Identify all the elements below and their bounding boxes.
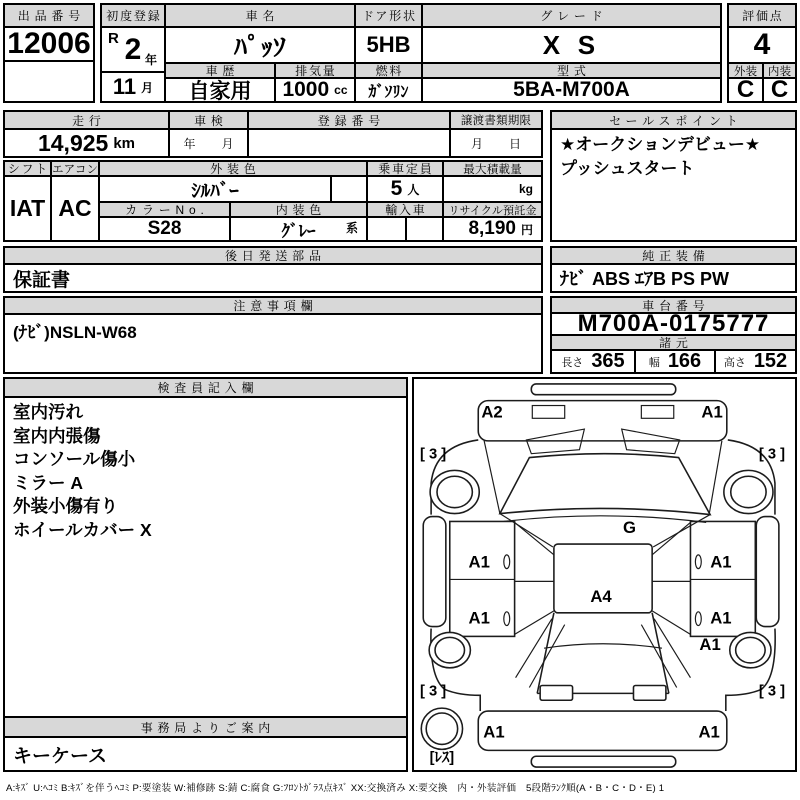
deadline-month-unit: 月	[470, 136, 483, 151]
chassis-number-value: M700A-0175777	[550, 312, 797, 336]
inspector-note: 室内汚れ	[13, 402, 83, 422]
office-notice-value: キーケース	[3, 736, 408, 772]
damage-label: A1	[699, 635, 721, 655]
damage-label: [ 3 ]	[419, 446, 447, 463]
inspector-note: 室内内張傷	[13, 425, 101, 446]
auction-number-value: 12006	[3, 26, 95, 62]
rear-bumper	[478, 711, 727, 750]
spec-length	[550, 349, 636, 374]
capacity-header: 乗車定員	[366, 160, 444, 177]
inspector-note: 外装小傷有り	[13, 496, 118, 516]
interior-rating-value: C	[762, 77, 797, 103]
score-value: 4	[727, 26, 797, 64]
import-empty-cell-1	[366, 216, 407, 242]
spec-height-value: 152	[753, 350, 788, 372]
front-edge-strip	[531, 384, 675, 395]
era-code: R	[108, 30, 119, 47]
front-bumper-detail-right	[641, 406, 673, 419]
max-load-unit: kg	[518, 182, 533, 196]
auction-number-empty-cell	[3, 60, 95, 103]
import-header: 輸入車	[366, 201, 444, 218]
interior-color-suffix: 系	[345, 221, 358, 235]
spec-width	[634, 349, 716, 374]
spec-length-label: 長さ	[561, 356, 584, 369]
shaken-month-unit: 月	[221, 136, 234, 151]
spare-tire-inner	[426, 713, 457, 744]
displacement-unit: cc	[334, 83, 348, 97]
spec-length-value: 365	[591, 350, 625, 372]
side-sill-right	[756, 517, 779, 627]
door-top-line-right	[652, 522, 690, 554]
door-handle-front-left	[504, 555, 510, 569]
deadline-day-unit: 日	[509, 136, 522, 151]
interior-rating-header: 内装	[762, 62, 797, 79]
mileage-header: 走行	[3, 110, 170, 130]
score-header: 評価点	[727, 3, 797, 28]
reg-year-value: 2	[124, 32, 142, 66]
first-registration-month	[100, 71, 166, 103]
specs-header: 諸元	[550, 334, 797, 351]
door-handle-front-right	[695, 555, 701, 569]
later-parts-value: 保証書	[3, 263, 543, 293]
history-value: 自家用	[164, 77, 276, 103]
damage-label: A1	[468, 552, 490, 572]
front-wheel-right-inner	[731, 476, 766, 507]
sales-point-header: セールスポイント	[550, 110, 797, 130]
displacement-value	[274, 77, 356, 103]
reg-year-unit: 年	[144, 53, 157, 67]
equipment-header: 純正装備	[550, 246, 797, 265]
first-registration-year	[100, 26, 166, 73]
color-no-value: S28	[98, 216, 231, 242]
caution-value: (ﾅﾋﾞ)NSLN-W68	[3, 313, 543, 374]
chassis-number-header: 車台番号	[550, 296, 797, 314]
aircon-value: AC	[50, 175, 100, 242]
damage-label: A1	[698, 722, 720, 742]
car-diagram-svg	[414, 379, 795, 770]
damage-label: [ 3 ]	[758, 446, 786, 463]
damage-label: A2	[481, 402, 503, 422]
mileage-number: 14,925	[37, 129, 109, 156]
sales-point-line: ★オークションデビュー★	[560, 135, 761, 154]
hood-line-right	[709, 441, 722, 515]
exterior-color-empty-cell	[330, 175, 368, 203]
door-shape-header: ドア形状	[354, 3, 423, 28]
hatch-side-right	[652, 613, 669, 694]
fuel-header: 燃料	[354, 62, 423, 79]
sales-point-body	[550, 128, 797, 242]
damage-label: A1	[710, 608, 732, 628]
inspector-notes-header: 検査員記入欄	[3, 377, 408, 398]
door-top-line-left	[515, 522, 554, 554]
c-pillar-left	[515, 611, 554, 635]
exterior-rating-value: C	[727, 77, 764, 103]
damage-label: A1	[483, 722, 505, 742]
fuel-value: ｶﾞｿﾘﾝ	[354, 77, 423, 103]
shaken-year-unit: 年	[183, 136, 196, 151]
damage-label: [ 3 ]	[419, 683, 447, 700]
reg-month-unit: 月	[141, 80, 154, 95]
first-registration-header: 初度登録	[100, 3, 166, 28]
car-name-value: ﾊﾟｯｿ	[164, 26, 356, 64]
door-handle-rear-left	[504, 612, 510, 626]
displacement-number: 1000	[282, 78, 330, 101]
capacity-number: 5	[390, 177, 403, 200]
taillight-left	[540, 686, 572, 701]
sales-point-line: プッシュスタート	[560, 158, 695, 178]
damage-label: A1	[701, 402, 723, 422]
shaken-value	[168, 128, 249, 158]
exterior-rating-header: 外装	[727, 62, 764, 79]
max-load-header: 最大積載量	[442, 160, 543, 177]
interior-color-name: ｸﾞﾚｰ	[281, 221, 316, 241]
registration-number-header: 登録番号	[247, 110, 451, 130]
shift-header: シフト	[3, 160, 52, 177]
spec-width-label: 幅	[648, 356, 660, 369]
color-no-header: カラーNo.	[98, 201, 231, 218]
mileage-unit: km	[113, 134, 136, 152]
windshield	[500, 454, 710, 515]
taillight-right	[633, 686, 665, 701]
transfer-deadline-header: 譲渡書類期限	[449, 110, 543, 130]
later-parts-header: 後日発送部品	[3, 246, 543, 265]
import-empty-cell-2	[405, 216, 444, 242]
inspector-note: ミラー A	[13, 472, 83, 493]
damage-label: A4	[590, 587, 612, 607]
cowl-line	[504, 516, 706, 523]
front-bumper	[478, 401, 727, 441]
displacement-header: 排気量	[274, 62, 356, 79]
damage-label: [ 3 ]	[758, 683, 786, 700]
inspector-note: ホイールカバー X	[13, 519, 152, 540]
history-header: 車歴	[164, 62, 276, 79]
capacity-value	[366, 175, 444, 203]
rear-wheel-right-inner	[736, 637, 765, 663]
inspector-notes-body	[3, 396, 408, 718]
model-code-header: 型式	[421, 62, 722, 79]
door-handle-rear-right	[695, 612, 701, 626]
damage-label: [ﾚｽ]	[429, 750, 455, 767]
shift-value: IAT	[3, 175, 52, 242]
interior-color-value	[229, 216, 368, 242]
damage-label: A1	[468, 608, 490, 628]
c-pillar-right	[652, 611, 690, 635]
car-name-header: 車名	[164, 3, 356, 28]
rear-wheel-left-inner	[435, 637, 464, 663]
side-sill-left	[423, 517, 446, 627]
recycle-fee-number: 8,190	[468, 218, 516, 239]
auction-number-header: 出品番号	[3, 3, 95, 28]
recycle-fee-unit: 円	[520, 222, 533, 237]
damage-diagram-box	[412, 377, 797, 772]
office-notice-header: 事務局よりご案内	[3, 716, 408, 738]
damage-label: G	[623, 518, 637, 538]
exterior-color-value: ｼﾙﾊﾞｰ	[98, 175, 332, 203]
reg-month-value: 11	[112, 74, 137, 99]
transfer-deadline-value	[449, 128, 543, 158]
front-bumper-detail-left	[532, 406, 564, 419]
spec-height-label: 高さ	[723, 356, 746, 369]
rear-window-line	[544, 644, 662, 648]
inspector-note: コンソール傷小	[13, 449, 136, 469]
capacity-unit: 人	[407, 182, 420, 197]
front-wheel-left-inner	[437, 476, 472, 507]
exterior-color-header: 外装色	[98, 160, 368, 177]
equipment-value: ﾅﾋﾞ ABS ｴｱB PS PW	[550, 263, 797, 293]
recycle-fee-header: リサイクル預託金	[442, 201, 543, 218]
interior-color-header: 内装色	[229, 201, 368, 218]
grade-value: X S	[421, 26, 722, 64]
caution-header: 注意事項欄	[3, 296, 543, 315]
recycle-fee-value	[442, 216, 543, 242]
shaken-header: 車検	[168, 110, 249, 130]
damage-code-legend: A:ｷｽﾞ U:ﾍｺﾐ B:ｷｽﾞを伴うﾍｺﾐ P:要塗装 W:補修跡 S:錆 C:腐食 G:ﾌﾛﾝﾄｶﾞﾗｽ点ｷｽﾞ XX:交換済み X:要交換 内・外装評価 5段階ﾗﾝｸ順(A・B・C・D・E) 1	[6, 783, 665, 794]
spec-width-value: 166	[667, 350, 702, 372]
aircon-header: エアコン	[50, 160, 100, 177]
damage-label: A1	[710, 552, 732, 572]
grade-header: グレード	[421, 3, 722, 28]
registration-number-value	[247, 128, 451, 158]
mileage-value	[3, 128, 170, 158]
hood-line-left	[484, 441, 500, 514]
door-shape-value: 5HB	[354, 26, 423, 64]
hatch-side-left	[537, 613, 554, 694]
rear-edge-strip	[531, 756, 675, 767]
model-code-value: 5BA-M700A	[421, 77, 722, 103]
spec-height	[714, 349, 797, 374]
max-load-value	[442, 175, 543, 203]
